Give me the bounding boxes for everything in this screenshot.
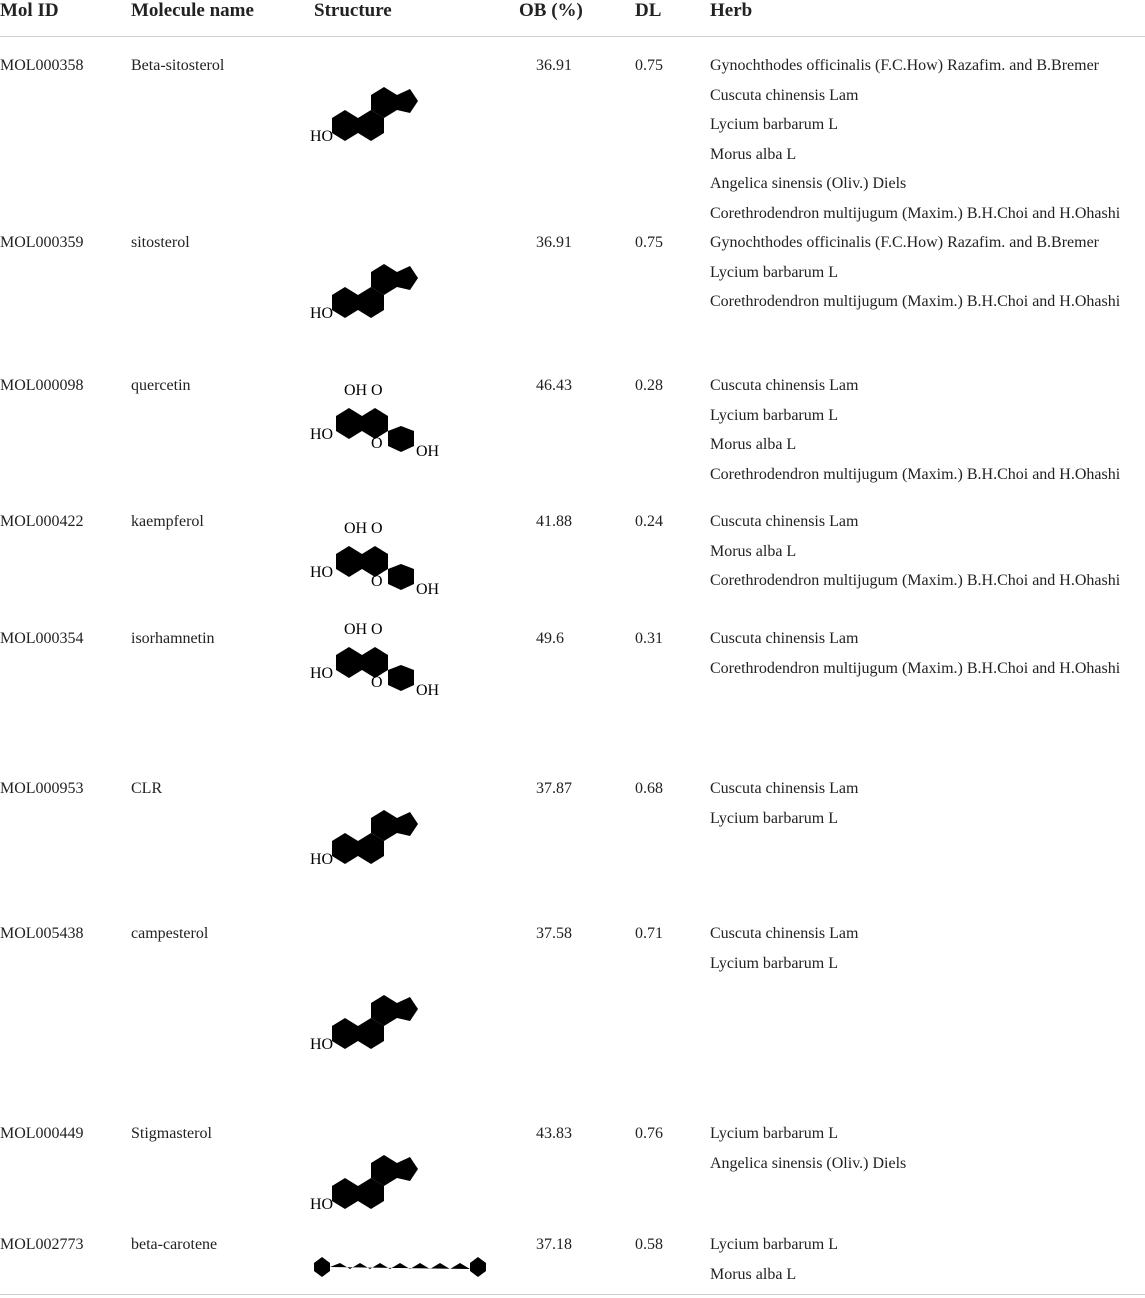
header-herb: Herb <box>710 0 753 21</box>
steroid-structure-icon <box>312 223 477 333</box>
dl-value-cell: 0.75 <box>635 234 663 251</box>
herb-item: Cuscuta chinensis Lam <box>710 377 859 394</box>
dl-value-cell: 0.28 <box>635 377 663 394</box>
herb-item: Corethrodendron multijugum (Maxim.) B.H.Choi and H.Ohashi <box>710 204 1121 222</box>
herb-item: Lycium barbarum L <box>710 954 838 972</box>
header-dl: DL <box>635 0 662 21</box>
ob-value-cell: 37.87 <box>536 780 572 797</box>
ob-value-cell: 46.43 <box>536 377 572 394</box>
mol-id-cell: MOL002773 <box>0 1236 84 1253</box>
molecule-name-cell: quercetin <box>131 377 191 394</box>
ob-value-cell: 36.91 <box>536 57 572 74</box>
mol-id-cell: MOL000422 <box>0 513 84 530</box>
mol-id-cell: MOL000449 <box>0 1125 84 1142</box>
mol-id-cell: MOL005438 <box>0 925 84 942</box>
herb-item: Cuscuta chinensis Lam <box>710 780 859 797</box>
herb-item: Lycium barbarum L <box>710 1236 838 1253</box>
ob-value-cell: 43.83 <box>536 1125 572 1142</box>
mol-id-cell: MOL000953 <box>0 780 84 797</box>
herb-item: Lycium barbarum L <box>710 406 838 424</box>
ob-value-cell: 49.6 <box>536 630 564 647</box>
table-header <box>0 0 1145 37</box>
herb-cell <box>710 924 858 983</box>
mol-id-cell: MOL000358 <box>0 57 84 74</box>
mol-id-cell: MOL000359 <box>0 234 84 251</box>
dl-value-cell: 0.76 <box>635 1125 663 1142</box>
molecule-name-cell: kaempferol <box>131 513 204 530</box>
herb-cell <box>710 1235 838 1294</box>
flavonoid-structure-icon <box>316 386 481 476</box>
header-structure: Structure <box>314 0 392 21</box>
dl-value-cell: 0.58 <box>635 1236 663 1253</box>
herb-item: Morus alba L <box>710 145 797 163</box>
herb-item: Lycium barbarum L <box>710 116 838 134</box>
herb-item: Angelica sinensis (Oliv.) Diels <box>710 1154 907 1172</box>
herb-item: Gynochthodes officinalis (F.C.How) Razafim. and B.Bremer <box>710 57 1100 74</box>
molecule-name-cell: Beta-sitosterol <box>131 57 225 74</box>
herb-cell <box>710 233 1120 322</box>
dl-value-cell: 0.31 <box>635 630 663 647</box>
dl-value-cell: 0.68 <box>635 780 663 797</box>
herb-item: Corethrodendron multijugum (Maxim.) B.H.Choi and H.Ohashi <box>710 572 1121 590</box>
steroid-structure-icon <box>312 954 477 1064</box>
dl-value-cell: 0.75 <box>635 57 663 74</box>
molecule-name-cell: Stigmasterol <box>131 1125 212 1142</box>
ob-value-cell: 37.58 <box>536 925 572 942</box>
mol-id-cell: MOL000098 <box>0 377 84 394</box>
herb-item: Cuscuta chinensis Lam <box>710 630 859 647</box>
steroid-structure-icon <box>312 1114 477 1224</box>
herb-cell <box>710 1124 906 1183</box>
herb-item: Morus alba L <box>710 436 797 454</box>
mol-id-cell: MOL000354 <box>0 630 84 647</box>
herb-cell <box>710 56 1120 234</box>
carotene-structure-icon <box>310 1257 490 1281</box>
steroid-structure-icon <box>312 769 477 879</box>
herb-item: Gynochthodes officinalis (F.C.How) Razafim. and B.Bremer <box>710 234 1100 251</box>
header-mol-id: Mol ID <box>0 0 59 21</box>
herb-cell <box>710 779 858 838</box>
herb-item: Corethrodendron multijugum (Maxim.) B.H.Choi and H.Ohashi <box>710 465 1121 483</box>
herb-item: Morus alba L <box>710 1265 797 1283</box>
herb-item: Corethrodendron multijugum (Maxim.) B.H.Choi and H.Ohashi <box>710 659 1121 677</box>
molecule-name-cell: isorhamnetin <box>131 630 215 647</box>
herb-item: Corethrodendron multijugum (Maxim.) B.H.Choi and H.Ohashi <box>710 293 1121 311</box>
header-molecule-name: Molecule name <box>131 0 254 21</box>
herb-cell <box>710 629 1120 688</box>
herb-cell <box>710 512 1120 601</box>
molecule-name-cell: campesterol <box>131 925 209 942</box>
header-ob: OB (%) <box>519 0 583 21</box>
ob-value-cell: 41.88 <box>536 513 572 530</box>
herb-item: Morus alba L <box>710 542 797 560</box>
ob-value-cell: 36.91 <box>536 234 572 251</box>
ob-value-cell: 37.18 <box>536 1236 572 1253</box>
flavonoid-structure-icon <box>316 524 481 614</box>
herb-item: Cuscuta chinensis Lam <box>710 925 859 942</box>
herb-item: Cuscuta chinensis Lam <box>710 86 859 104</box>
molecule-name-cell: beta-carotene <box>131 1236 218 1253</box>
flavonoid-structure-icon <box>316 625 481 715</box>
molecule-name-cell: CLR <box>131 780 163 797</box>
steroid-structure-icon <box>312 46 477 156</box>
table-bottom-rule <box>0 1294 1145 1295</box>
herb-item: Cuscuta chinensis Lam <box>710 513 859 530</box>
herb-item: Lycium barbarum L <box>710 1125 838 1142</box>
dl-value-cell: 0.71 <box>635 925 663 942</box>
herb-item: Lycium barbarum L <box>710 263 838 281</box>
dl-value-cell: 0.24 <box>635 513 663 530</box>
herb-cell <box>710 376 1120 494</box>
molecule-name-cell: sitosterol <box>131 234 190 251</box>
herb-item: Lycium barbarum L <box>710 809 838 827</box>
herb-item: Angelica sinensis (Oliv.) Diels <box>710 175 907 193</box>
